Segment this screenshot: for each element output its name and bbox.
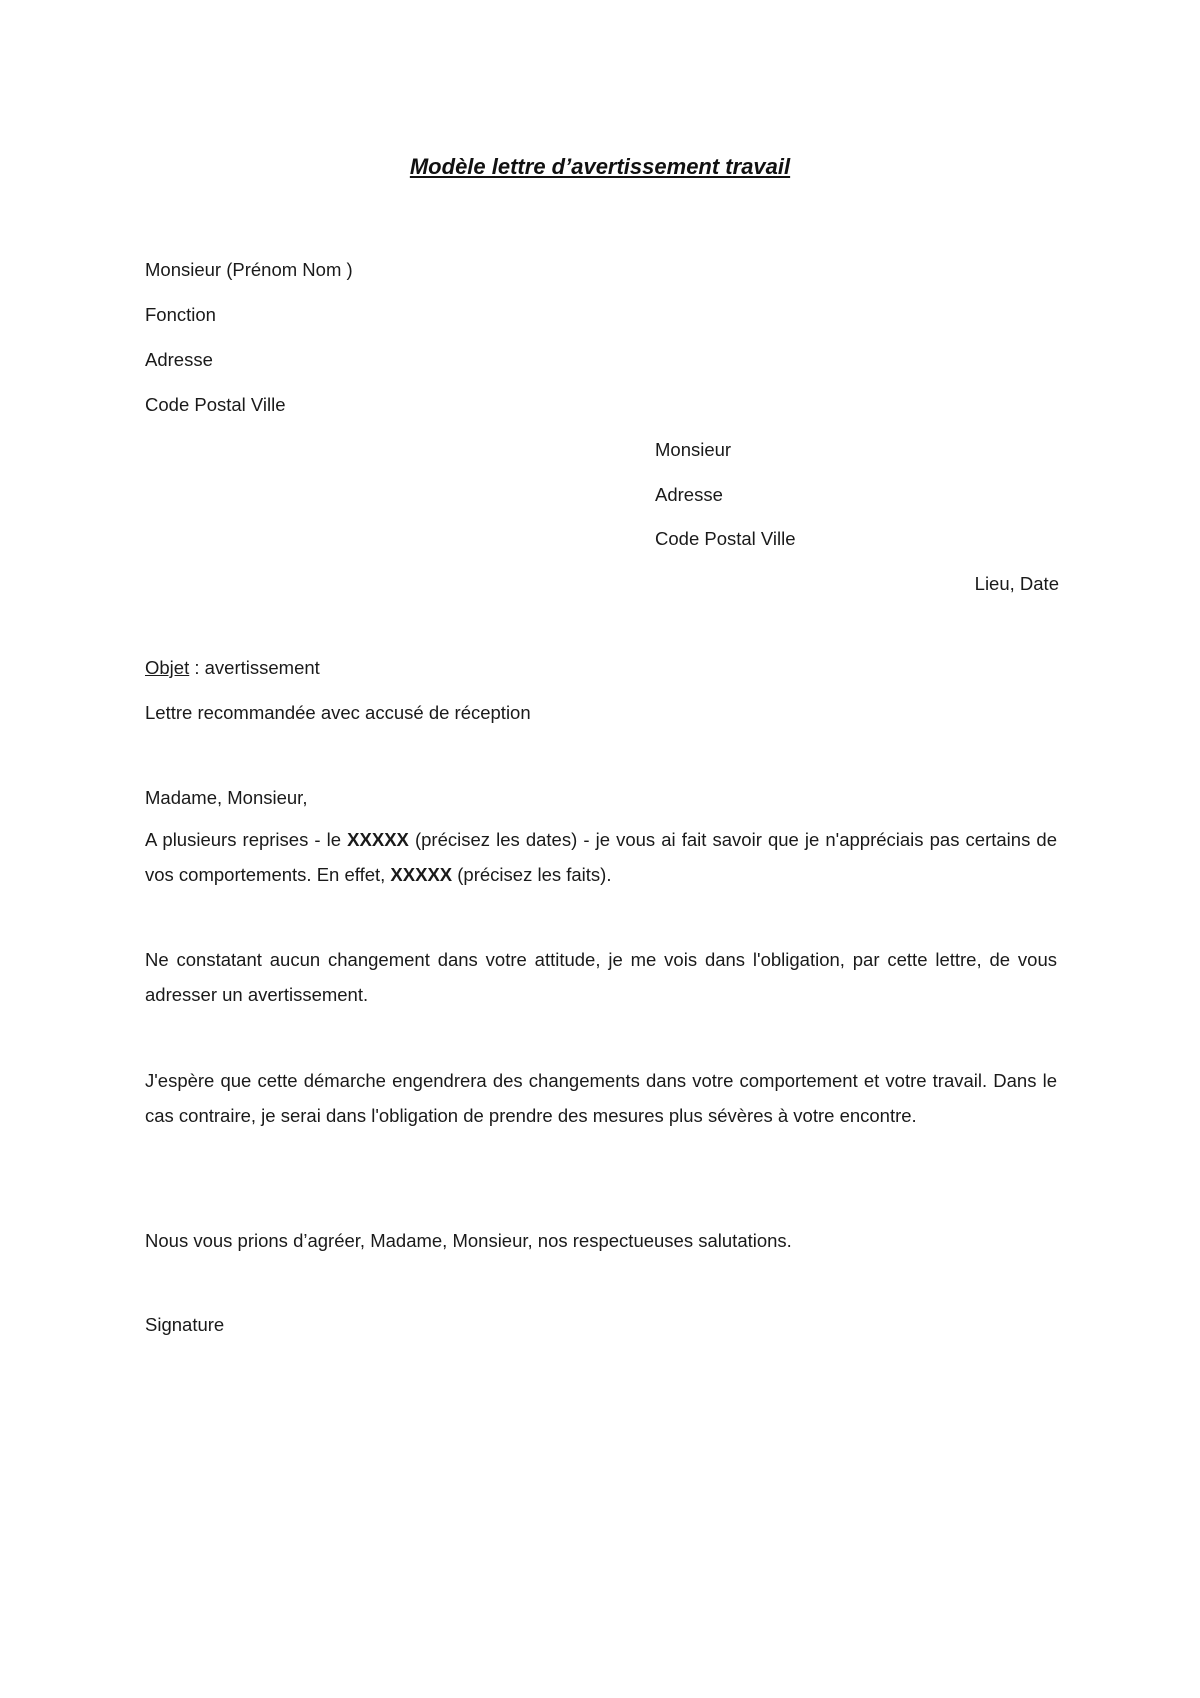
object-line bbox=[145, 657, 320, 679]
delivery-method: Lettre recommandée avec accusé de réception bbox=[145, 702, 531, 723]
signature: Signature bbox=[145, 1314, 225, 1335]
object-separator: : bbox=[189, 657, 205, 678]
paragraph-1-part-2: (précisez les dates) - je vous ai fait savoir que je n'appréciais pas certains de vos comportements. En effet, bbox=[145, 829, 1057, 885]
salutation: Madame, Monsieur, bbox=[145, 787, 308, 808]
place-date: Lieu, Date bbox=[974, 573, 1059, 594]
placeholder-dates: XXXXX bbox=[347, 829, 409, 850]
paragraph-2: Ne constatant aucun changement dans votre attitude, je me vois dans l'obligation, par cette lettre, de vous adresser un avertissement. bbox=[145, 949, 1057, 1005]
sender-function: Fonction bbox=[145, 304, 216, 325]
recipient-name: Monsieur bbox=[655, 439, 732, 460]
paragraph-1-part-1: A plusieurs reprises - le bbox=[145, 829, 348, 850]
closing-formula: Nous vous prions d’agréer, Madame, Monsieur, nos respectueuses salutations. bbox=[145, 1230, 792, 1251]
paragraph-1-part-3: (précisez les faits). bbox=[452, 864, 612, 885]
sender-name: Monsieur (Prénom Nom ) bbox=[145, 259, 353, 280]
paragraph-3: J'espère que cette démarche engendrera des changements dans votre comportement et votre travail. Dans le cas contraire, je serai dans l'obligation de prendre des mesures plus sévères à votre encontre. bbox=[145, 1070, 1057, 1126]
object-label: Objet bbox=[145, 657, 190, 678]
recipient-address: Adresse bbox=[655, 484, 723, 505]
document-title: Modèle lettre d’avertissement travail bbox=[409, 154, 791, 179]
sender-city: Code Postal Ville bbox=[145, 394, 286, 415]
paragraph-1 bbox=[145, 822, 1057, 892]
object-value: avertissement bbox=[204, 657, 320, 678]
recipient-city: Code Postal Ville bbox=[655, 528, 796, 549]
sender-address: Adresse bbox=[145, 349, 213, 370]
placeholder-facts: XXXXX bbox=[390, 864, 453, 885]
